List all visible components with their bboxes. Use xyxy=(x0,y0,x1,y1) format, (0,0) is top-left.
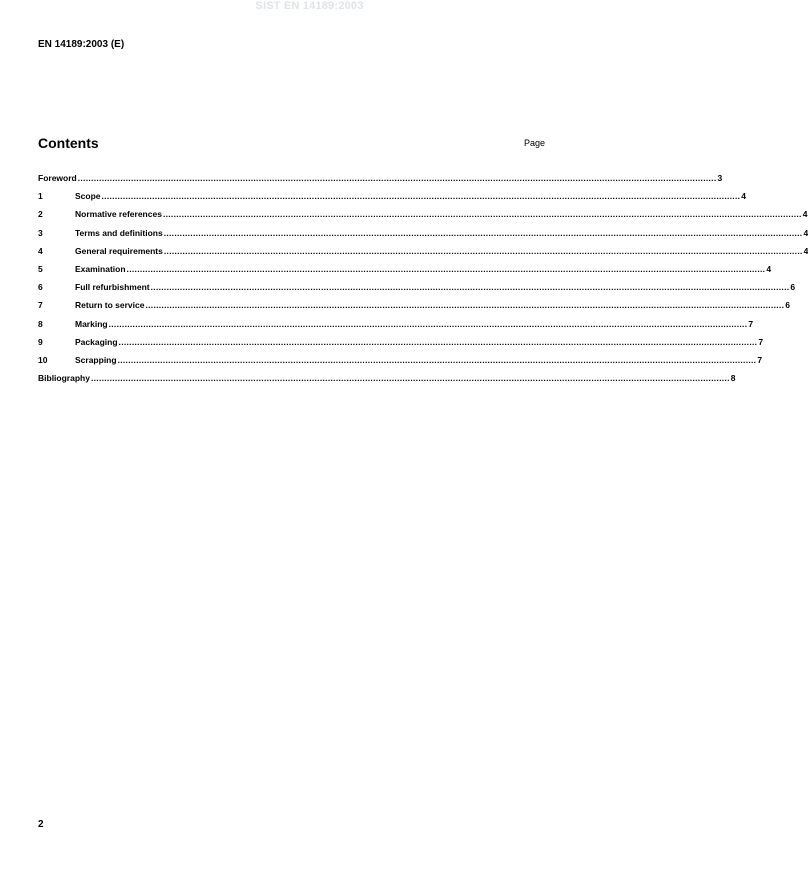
toc-leader-dots: ................................................................................................................................................................................................................................................ xyxy=(117,354,757,365)
toc-leader-dots: ................................................................................................................................................................................................................................................ xyxy=(163,227,803,238)
toc-entry-number: 1 xyxy=(38,191,43,202)
toc-leader-dots: ................................................................................................................................................................................................................................................ xyxy=(101,191,741,202)
contents-title: Contents xyxy=(38,135,99,151)
toc-leader-dots: ................................................................................................................................................................................................................................................ xyxy=(150,282,790,293)
page-number: 2 xyxy=(38,819,44,830)
toc-entry-page: 4 xyxy=(803,245,808,256)
toc-leader-dots: ................................................................................................................................................................................................................................................ xyxy=(126,263,766,274)
toc-entry-page: 4 xyxy=(802,209,808,220)
toc-entry-title: Terms and definitions xyxy=(75,227,163,238)
toc-entry-examination[interactable] xyxy=(38,263,772,281)
toc-entry-normative-references[interactable] xyxy=(38,208,808,226)
toc-entry-marking[interactable] xyxy=(38,318,754,336)
toc-entry-page: 7 xyxy=(748,318,754,329)
toc-entry-title: Full refurbishment xyxy=(75,282,150,293)
toc-entry-number: 10 xyxy=(38,354,48,365)
toc-entry-full-refurbishment[interactable] xyxy=(38,281,796,299)
toc-entry-number: 8 xyxy=(38,318,43,329)
toc-entry-general-requirements[interactable] xyxy=(38,245,808,263)
toc-entry-title: Foreword xyxy=(38,173,77,183)
toc-entry-number: 9 xyxy=(38,336,43,347)
toc-entry-page: 4 xyxy=(803,227,808,238)
toc-entry-title: Packaging xyxy=(75,336,118,347)
watermark: SIST EN 14189:2003 xyxy=(255,0,364,12)
table-of-contents xyxy=(38,172,808,390)
document-identifier: EN 14189:2003 (E) xyxy=(38,39,125,50)
toc-entry-title: Normative references xyxy=(75,209,162,220)
toc-entry-page: 7 xyxy=(757,354,763,365)
toc-entry-number: 7 xyxy=(38,300,43,311)
contents-heading-row xyxy=(38,135,545,153)
toc-entry-title: Examination xyxy=(75,263,126,274)
toc-entry-page: 3 xyxy=(717,173,723,183)
toc-entry-title: General requirements xyxy=(75,245,163,256)
toc-entry-page: 4 xyxy=(741,191,747,202)
toc-leader-dots: ................................................................................................................................................................................................................................................ xyxy=(108,318,748,329)
toc-entry-number: 2 xyxy=(38,209,43,220)
toc-leader-dots: ................................................................................................................................................................................................................................................ xyxy=(162,209,802,220)
toc-entry-page: 4 xyxy=(766,263,772,274)
toc-entry-title: Scope xyxy=(75,191,101,202)
toc-entry-terms-and-definitions[interactable] xyxy=(38,227,808,245)
toc-entry-title: Scrapping xyxy=(75,354,117,365)
toc-leader-dots: ................................................................................................................................................................................................................................................ xyxy=(90,373,730,384)
toc-entry-packaging[interactable] xyxy=(38,336,764,354)
toc-entry-title: Bibliography xyxy=(38,373,90,384)
toc-leader-dots: ................................................................................................................................................................................................................................................ xyxy=(118,336,758,347)
toc-leader-dots: ................................................................................................................................................................................................................................................ xyxy=(77,173,717,183)
toc-entry-title: Return to service xyxy=(75,300,145,311)
toc-entry-scrapping[interactable] xyxy=(38,354,763,372)
toc-entry-number: 3 xyxy=(38,227,43,238)
toc-leader-dots: ................................................................................................................................................................................................................................................ xyxy=(163,245,803,256)
toc-entry-title: Marking xyxy=(75,318,108,329)
toc-entry-page: 6 xyxy=(790,282,796,293)
toc-entry-number: 4 xyxy=(38,245,43,256)
toc-entry-page: 6 xyxy=(785,300,790,311)
toc-leader-dots: ................................................................................................................................................................................................................................................ xyxy=(145,300,785,311)
toc-entry-foreword[interactable] xyxy=(38,172,723,190)
toc-entry-scope[interactable] xyxy=(38,190,747,208)
toc-entry-number: 6 xyxy=(38,282,43,293)
page-column-label: Page xyxy=(523,138,545,148)
toc-entry-return-to-service[interactable] xyxy=(38,299,790,317)
toc-entry-page: 7 xyxy=(758,336,764,347)
toc-entry-page: 8 xyxy=(730,373,736,384)
toc-entry-bibliography[interactable] xyxy=(38,372,736,390)
toc-entry-number: 5 xyxy=(38,263,43,274)
